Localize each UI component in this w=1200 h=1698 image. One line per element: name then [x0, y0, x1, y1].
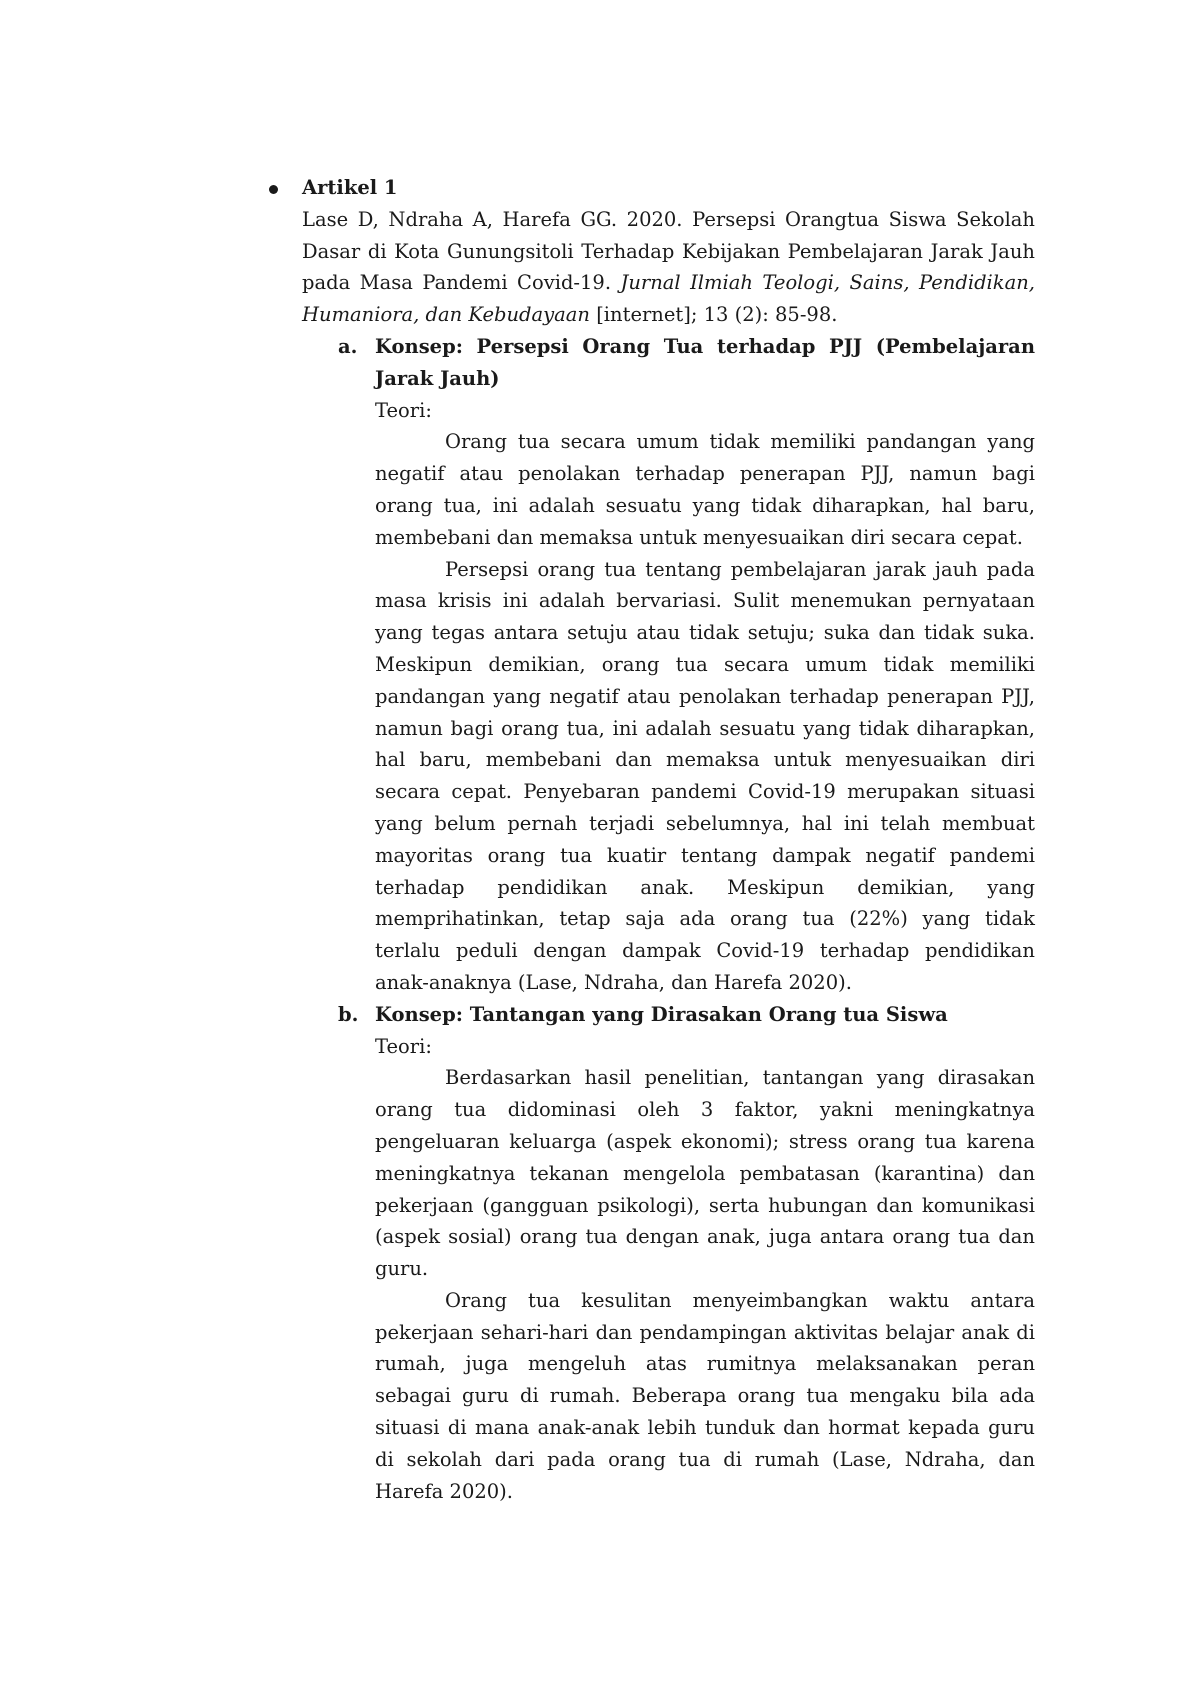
article-title: Artikel 1	[302, 176, 398, 199]
concept-title: Konsep: Tantangan yang Dirasakan Orang tua Siswa	[375, 1002, 948, 1026]
theory-paragraph: Berdasarkan hasil penelitian, tantangan yang dirasakan orang tua didominasi oleh 3 faktor, yakni meningkatnya pengeluaran keluarga (aspek ekonomi); stress orang tua karena meningkatnya tekanan mengelola pembatasan (karantina) dan pekerjaan (gangguan psikologi), serta hubungan dan komunikasi (aspek sosial) orang tua dengan anak, juga antara orang tua dan guru.	[375, 1066, 1035, 1281]
citation-tail: [internet]; 13 (2): 85-98.	[590, 303, 838, 327]
citation-text: Lase D, Ndraha A, Harefa GG. 2020. Persepsi Orangtua Siswa Sekolah Dasar di Kota Gunungsitoli Terhadap Kebijakan Pembelajaran Jarak Jauh pada Masa Pandemi Covid-19.	[302, 207, 1035, 295]
concept-a	[338, 331, 1035, 999]
theory-paragraph: Orang tua kesulitan menyeimbangkan waktu antara pekerjaan sehari-hari dan pendampingan aktivitas belajar anak di rumah, juga mengeluh atas rumitnya melaksanakan peran sebagai guru di rumah. Beberapa orang tua mengaku bila ada situasi di mana anak-anak lebih tunduk dan hormat kepada guru di sekolah dari pada orang tua di rumah (Lase, Ndraha, dan Harefa 2020).	[375, 1288, 1035, 1503]
concept-title: Konsep: Persepsi Orang Tua terhadap PJJ (Pembelajaran Jarak Jauh)	[375, 334, 1035, 390]
bullet-dot-icon	[269, 185, 278, 194]
page-content	[302, 172, 1035, 1507]
theory-label: Teori:	[375, 1034, 432, 1058]
theory-paragraph: Persepsi orang tua tentang pembelajaran jarak jauh pada masa krisis ini adalah bervariasi. Sulit menemukan pernyataan yang tegas antara setuju atau tidak setuju; suka dan tidak suka. Meskipun demikian, orang tua secara umum tidak memiliki pandangan yang negatif atau penolakan terhadap penerapan PJJ, namun bagi orang tua, ini adalah sesuatu yang tidak diharapkan, hal baru, membebani dan memaksa untuk menyesuaikan diri secara cepat. Penyebaran pandemi Covid-19 merupakan situasi yang belum pernah terjadi sebelumnya, hal ini telah membuat mayoritas orang tua kuatir tentang dampak negatif pandemi terhadap pendidikan anak. Meskipun demikian, yang memprihatinkan, tetap saja ada orang tua (22%) yang tidak terlalu peduli dengan dampak Covid-19 terhadap pendidikan anak-anaknya (Lase, Ndraha, dan Harefa 2020).	[375, 557, 1035, 994]
theory-label: Teori:	[375, 398, 432, 422]
concept-letter: a.	[338, 334, 358, 358]
theory-paragraph: Orang tua secara umum tidak memiliki pandangan yang negatif atau penolakan terhadap penerapan PJJ, namun bagi orang tua, ini adalah sesuatu yang tidak diharapkan, hal baru, membebani dan memaksa untuk menyesuaikan diri secara cepat.	[375, 430, 1035, 549]
article-citation	[302, 204, 1035, 331]
concept-b	[338, 999, 1035, 1508]
concept-letter: b.	[338, 1002, 359, 1026]
citation-journal: Jurnal Ilmiah Teologi, Sains, Pendidikan, Humaniora, dan Kebudayaan	[302, 271, 1035, 327]
